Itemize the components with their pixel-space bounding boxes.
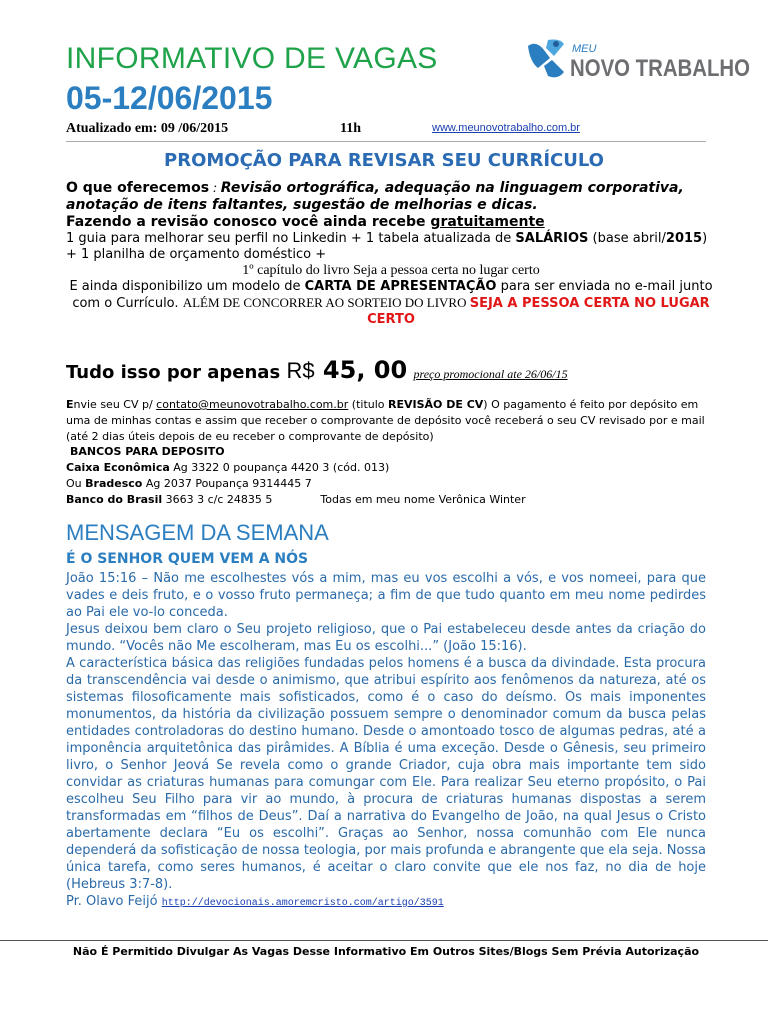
price-note: preço promocional ate 26/06/15 xyxy=(413,367,568,381)
contact-email-link[interactable]: contato@meunovotrabalho.com.br xyxy=(156,398,349,411)
message-paragraph: Jesus deixou bem claro o Seu projeto religioso, que o Pai estabeleceu desde antes da criação do mundo. “Vocês não Me escolheram, mas Eu os escolhi...” (João 15:16). xyxy=(66,622,706,654)
send-instructions: Envie seu CV p/ contato@meunovotrabalho.com.br (titulo REVISÃO DE CV) O pagamento é feito por depósito em uma de minhas contas e assim que receber o comprovante de depósito você receberá o seu CV revisado por e mail (até 2 dias úteis depois de eu receber o comprovante de depósito) xyxy=(66,398,705,443)
bank-list xyxy=(66,444,526,508)
price-line: Tudo isso por apenas R$ 45, 00 preço promocional ate 26/06/15 xyxy=(66,356,568,384)
bank-bradesco: Ou Bradesco Ag 2037 Poupança 9314445 7 xyxy=(66,477,312,490)
date-range: 05-12/06/2015 xyxy=(66,80,273,116)
footer-notice: Não É Permitido Divulgar As Vagas Desse Informativo Em Outros Sites/Blogs Sem Prévia Autorização xyxy=(72,945,700,958)
header-divider xyxy=(66,141,706,142)
message-paragraph: A característica básica das religiões fundadas pelos homens é a busca da divindade. Esta procura da transcendência vai desde o animismo, que atribui espírito aos fenômenos da natureza, até os sistemas filosoficamente mais sofisticados, como é o caso do deísmo. Os mais imponentes monumentos, da história da civilização possuem sempre o denominador comum da busca pelas entidades controladoras do destino humano. Desde o amontoado tosco de algumas pedras, até a imponência arquitetônica das pirâmides. A Bíblia é uma exceção. Desde o Gênesis, seu primeiro livro, o Senhor Jeová Se revela como o grande Criador, cuja obra mais importante tem sido convidar as criaturas humanas para comungar com Ele. Para realizar Seu eterno propósito, o Pai escolheu Seu Filho para vir ao mundo, à procura de criaturas humanas dispostas a serem transformadas em “filhos de Deus”. Daí a narrativa do Evangelho de João, na qual Jesus o Cristo abertamente declara “Eu os escolhi”. Graças ao Senhor, nossa comunhão com Ele nunca dependerá da sofisticação de nossa teologia, por mais profunda e abrangente que ela seja. Nossa única tarefa, como seres humanos, é aceitar o claro convite que ele nos faz, no dia de hoje (Hebreus 3:7-8). xyxy=(66,656,706,892)
banks-heading: BANCOS PARA DEPOSITO xyxy=(70,445,225,458)
promo-body xyxy=(66,180,716,328)
bank-bb: Banco do Brasil 3663 3 c/c 24835 5 Todas em meu nome Verônica Winter xyxy=(66,493,526,506)
bonus-chapter: 1º capítulo do livro Seja a pessoa certa no lugar certo xyxy=(242,263,540,278)
x-figure-logo-icon xyxy=(528,40,564,78)
svg-text:NOVO TRABALHO: NOVO TRABALHO xyxy=(570,55,750,82)
page-title: INFORMATIVO DE VAGAS xyxy=(66,42,438,75)
bonus-list: 1 guia para melhorar seu perfil no Linkedin + 1 tabela atualizada de SALÁRIOS (base abril/2015) + 1 planilha de orçamento doméstico + xyxy=(66,231,708,262)
cover-letter-offer: E ainda disponibilizo um modelo de CARTA DE APRESENTAÇÃO para ser enviada no e-mail junto com o Currículo. ALÉM DE CONCORRER AO SORTEIO DO LIVRO SEJA A PESSOA CERTA NO LUGAR CERTO xyxy=(69,279,713,327)
bank-caixa: Caixa Econômica Ag 3322 0 poupança 4420 3 (cód. 013) xyxy=(66,461,390,474)
message-body xyxy=(66,570,706,912)
message-signature: Pr. Olavo Feijó http://devocionais.amoremcristo.com/artigo/3591 xyxy=(66,894,444,909)
svg-text:MEU: MEU xyxy=(572,43,597,55)
updated-time: 11h xyxy=(340,121,362,136)
meu-novo-trabalho-logo xyxy=(524,36,754,84)
message-paragraph: João 15:16 – Não me escolhestes vós a mim, mas eu vos escolhi a vós, e vos nomeei, para que vades e deis fruto, e o vosso fruto permaneça; a fim de que tudo quanto em meu nome pedirdes ao Pai ele vo-lo conceda. xyxy=(66,571,706,620)
footer-divider xyxy=(0,940,768,941)
promo-title: PROMOÇÃO PARA REVISAR SEU CURRÍCULO xyxy=(164,150,604,171)
message-subtitle: É O SENHOR QUEM VEM A NÓS xyxy=(66,551,309,567)
account-owner-note: Todas em meu nome Verônica Winter xyxy=(320,493,526,506)
offer-line: O que oferecemos : Revisão ortográfica, adequação na linguagem corporativa, anotação de itens faltantes, sugestão de melhorias e dicas. xyxy=(66,180,684,213)
bonus-intro: Fazendo a revisão conosco você ainda recebe gratuitamente xyxy=(66,214,545,230)
message-title: MENSAGEM DA SEMANA xyxy=(66,520,329,545)
website-link[interactable]: www.meunovotrabalho.com.br xyxy=(432,122,580,134)
updated-date: Atualizado em: 09 /06/2015 xyxy=(66,121,229,136)
devotional-link[interactable]: http://devocionais.amoremcristo.com/artigo/3591 xyxy=(161,898,444,909)
